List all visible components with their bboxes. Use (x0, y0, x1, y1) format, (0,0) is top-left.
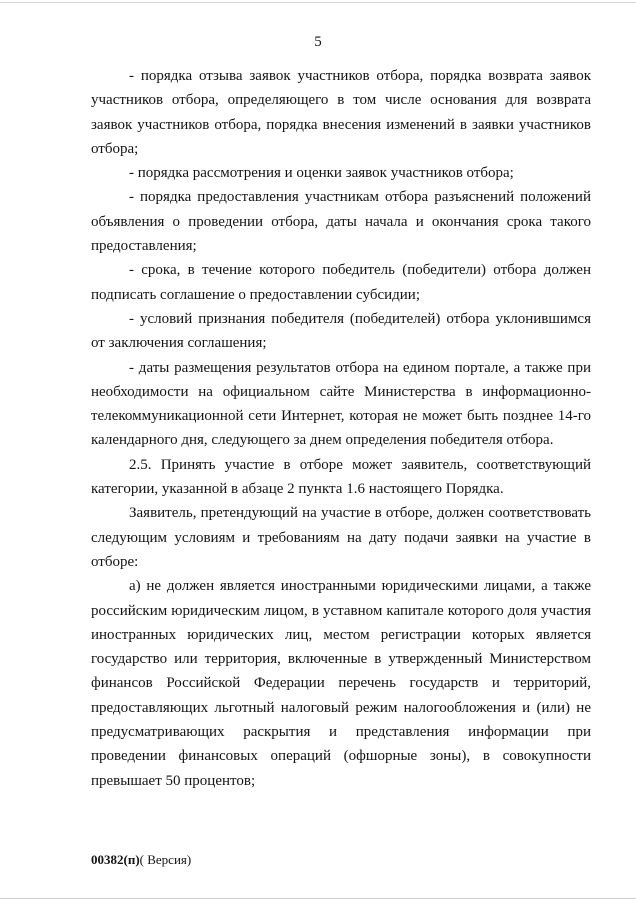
paragraph-applicant-requirements: Заявитель, претендующий на участие в отборе, должен соответствовать следующим условиям и требованиям на дату подачи заявки на участие в отборе: (91, 505, 591, 570)
paragraph-results-publication: - даты размещения результатов отбора на едином портале, а также при необходимости на официальном сайте Министерства в информационно-телекоммуникационной сети Интернет, которая не может быть позднее 14-го календарного дня, следующего за днем определения победителя отбора. (91, 359, 591, 449)
page-number: 5 (314, 34, 322, 50)
paragraph-requirement-a: а) не должен является иностранными юридическими лицами, а также российским юридическим лицом, в уставном капитале которого доля участия иностранных юридических лиц, местом регистрации которых является государство или территория, включенные в утвержденный Министерством финансов Российской Федерации перечень государств и территорий, предоставляющих льготный налоговый режим налогообложения и (или) не предусматривающих раскрытия и представления информации при проведении финансовых операций (офшорные зоны), в совокупности превышает 50 процентов; (91, 578, 591, 789)
paragraph-clarification-procedure: - порядка предоставления участникам отбора разъяснений положений объявления о проведении отбора, даты начала и окончания срока такого предоставления; (91, 189, 591, 255)
document-footer (91, 852, 191, 868)
top-edge-line (0, 2, 636, 3)
document-version: ( Версия) (139, 852, 192, 867)
bottom-edge-line (0, 898, 636, 899)
paragraph-section-2-5: 2.5. Принять участие в отборе может заявитель, соответствующий категории, указанной в абзаце 2 пункта 1.6 настоящего Порядка. (91, 456, 591, 498)
paragraph-evasion-conditions: - условий признания победителя (победителей) отбора уклонившимся от заключения соглашения; (91, 310, 591, 352)
paragraph-review-procedure: - порядка рассмотрения и оценки заявок участников отбора; (129, 165, 514, 182)
paragraph-withdrawal-procedure: - порядка отзыва заявок участников отбора, порядка возврата заявок участников отбора, определяющего в том числе основания для возврата заявок участников отбора, порядка внесения изменений в заявки участников отбора; (91, 68, 591, 157)
document-body (91, 64, 591, 793)
document-code: 00382(п) (91, 852, 140, 867)
paragraph-signing-term: - срока, в течение которого победитель (победители) отбора должен подписать соглашение о предоставлении субсидии; (91, 262, 591, 303)
